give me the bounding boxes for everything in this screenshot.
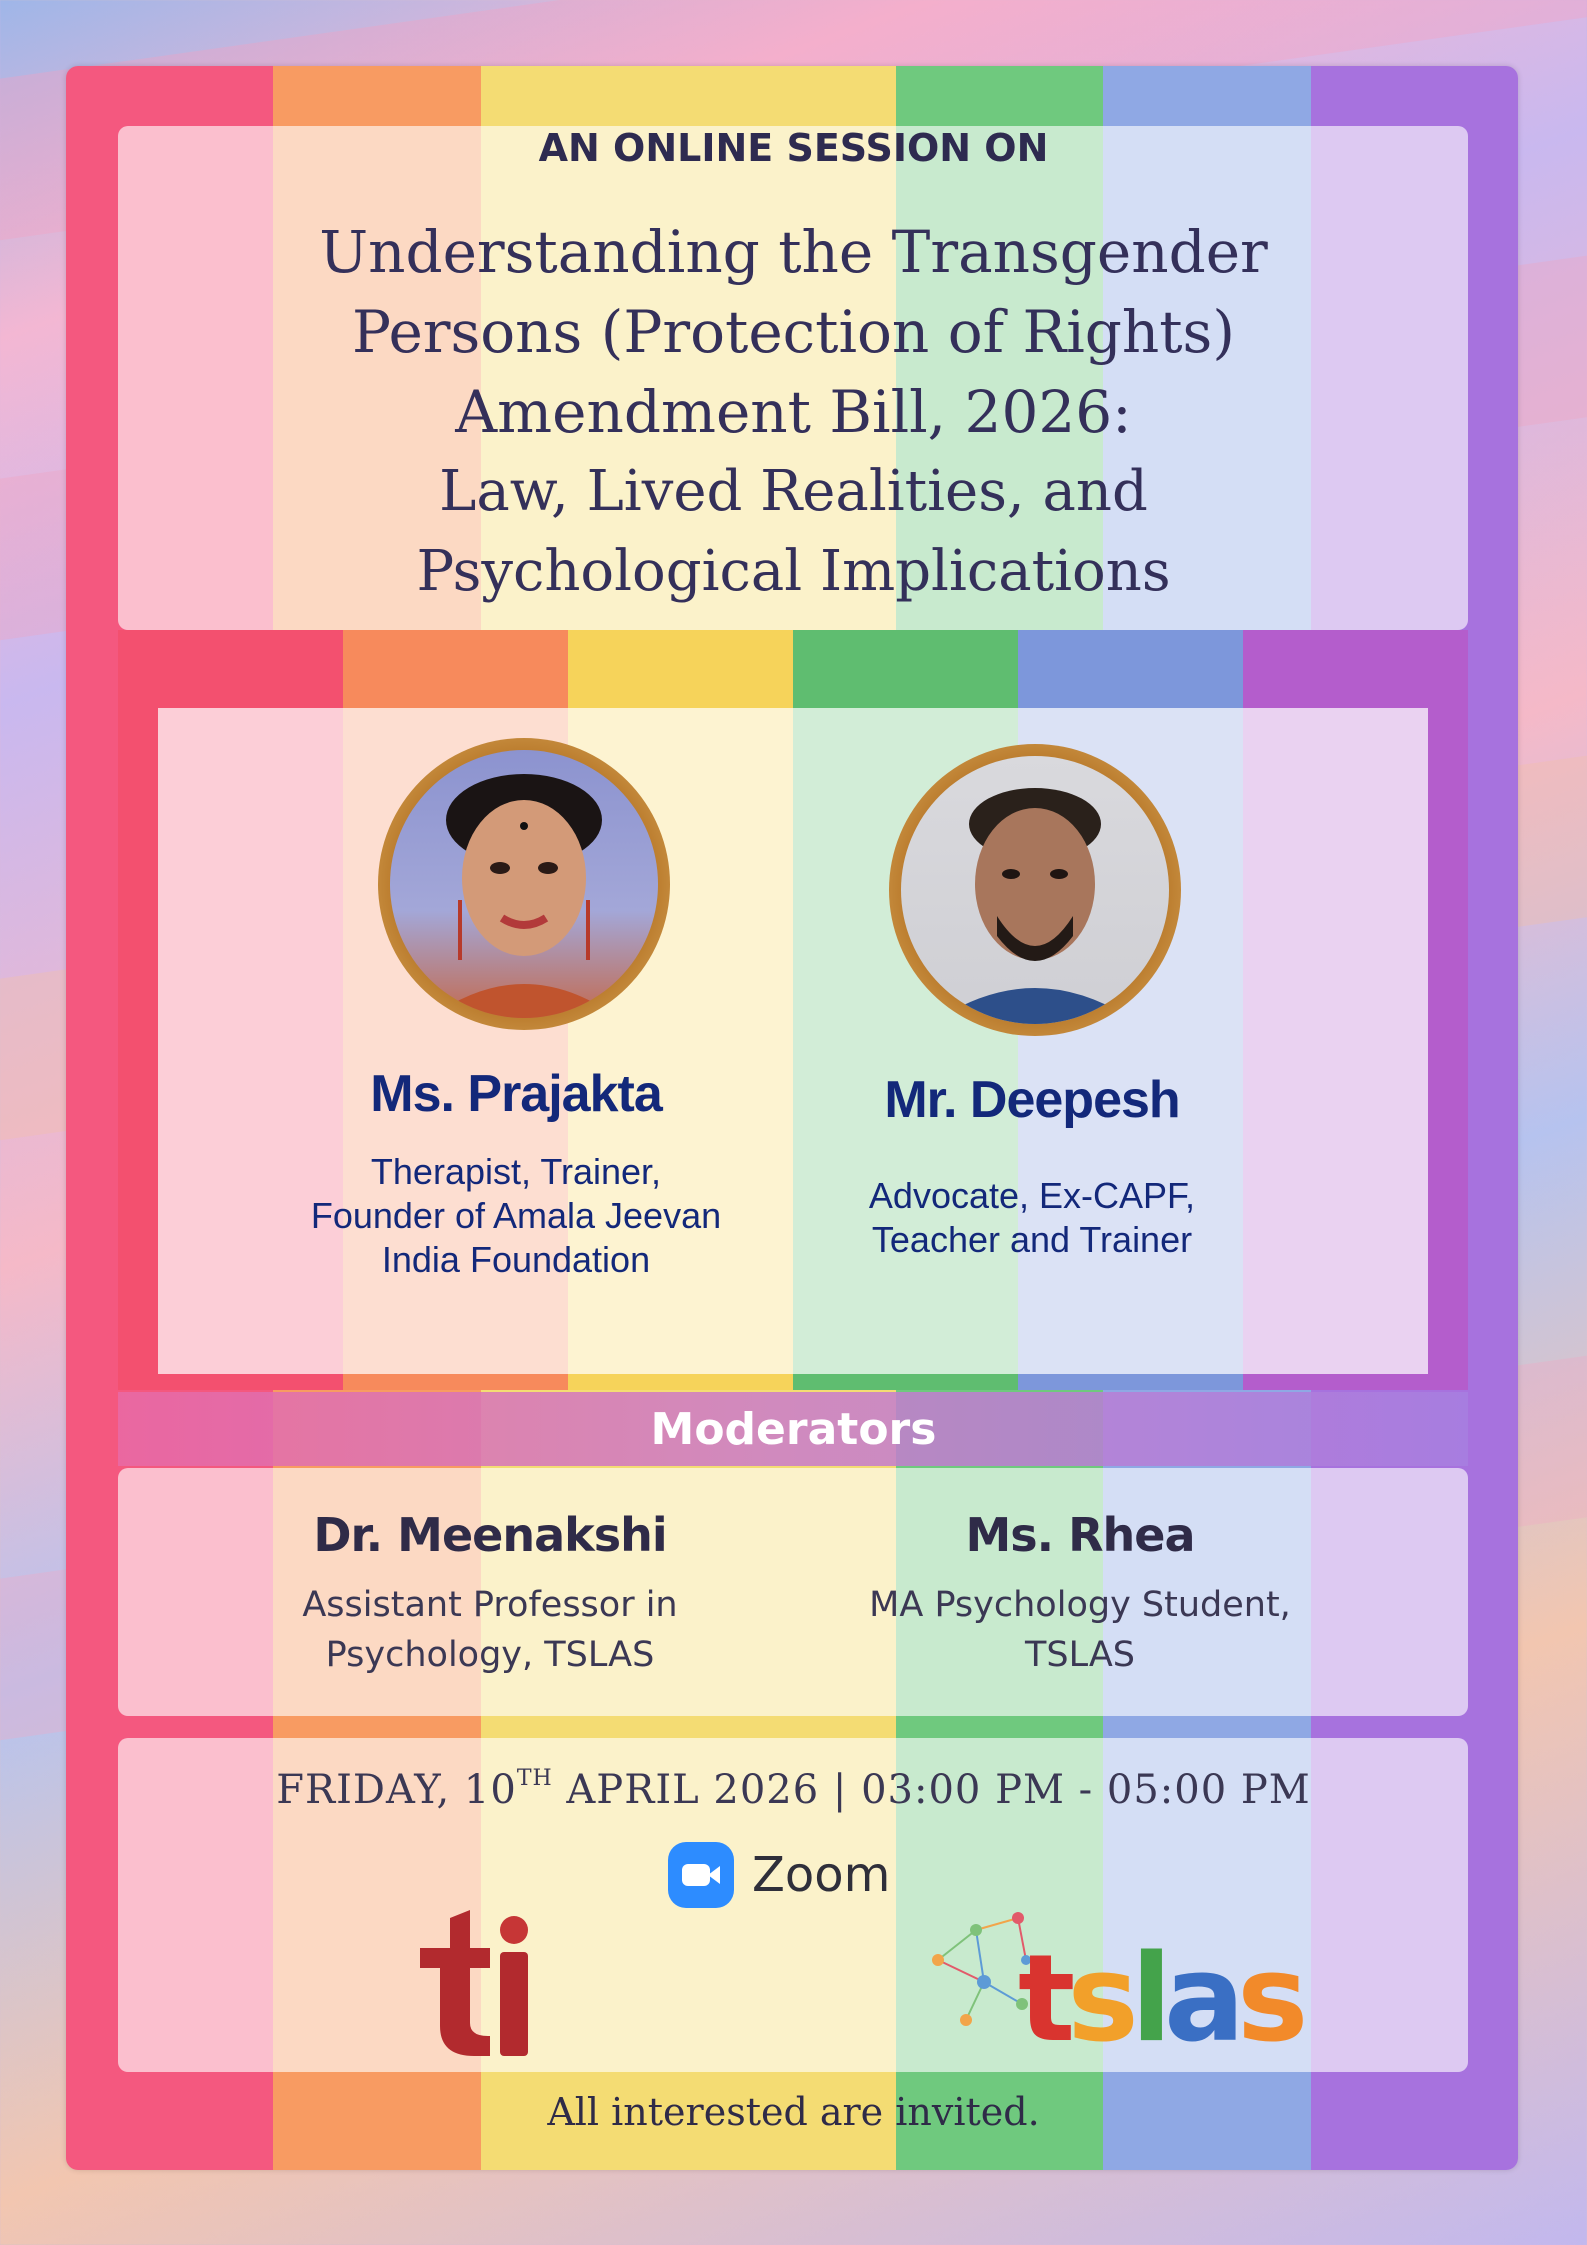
moderators-heading: Moderators — [650, 1404, 937, 1455]
session-kicker: AN ONLINE SESSION ON — [538, 126, 1049, 170]
invite-line: All interested are invited. — [547, 2090, 1040, 2134]
title-line: Law, Lived Realities, and — [439, 459, 1148, 524]
speaker-role-line: Teacher and Trainer — [871, 1219, 1193, 1260]
network-dots-icon — [932, 1912, 1031, 2026]
speaker-role-line: Advocate, Ex-CAPF, — [868, 1175, 1196, 1216]
moderator-role-line: TSLAS — [1024, 1635, 1136, 1675]
zoom-platform — [668, 1840, 890, 1910]
speaker-role-line: Founder of Amala Jeevan — [310, 1195, 722, 1236]
speaker-card-prajakta — [256, 1064, 776, 1282]
speaker-role — [256, 1150, 776, 1282]
title-line: Persons (Protection of Rights) — [352, 298, 1235, 366]
moderator-name: Dr. Meenakshi — [313, 1508, 667, 1562]
platform-label: Zoom — [752, 1847, 891, 1903]
title-line: Amendment Bill, 2026: — [455, 378, 1132, 446]
moderator-card-meenakshi — [210, 1508, 770, 1680]
tslas-logo — [926, 1900, 1306, 2060]
moderator-role — [800, 1580, 1360, 1680]
moderator-card-rhea — [800, 1508, 1360, 1680]
event-date-time — [0, 1766, 1587, 1813]
title-line: Psychological Implications — [416, 539, 1171, 604]
event-day: FRIDAY, 10 — [276, 1767, 517, 1813]
zoom-icon — [668, 1842, 734, 1908]
svg-text:tslas: tslas — [1018, 1930, 1301, 2060]
ti-logo — [410, 1908, 530, 2058]
speaker-photo-prajakta — [378, 738, 670, 1030]
moderator-role-line: Psychology, TSLAS — [325, 1635, 655, 1675]
speaker-role-line: India Foundation — [381, 1239, 651, 1280]
event-day-suffix: TH — [516, 1766, 553, 1791]
speaker-name: Ms. Prajakta — [370, 1065, 662, 1123]
speaker-photo-deepesh — [889, 744, 1181, 1036]
moderator-role-line: MA Psychology Student, — [869, 1585, 1291, 1625]
person-portrait-icon — [901, 756, 1169, 1024]
speaker-role-line: Therapist, Trainer, — [370, 1151, 662, 1192]
event-date-rest: APRIL 2026 | 03:00 PM - 05:00 PM — [552, 1767, 1311, 1813]
moderator-role-line: Assistant Professor in — [302, 1585, 678, 1625]
moderator-name: Ms. Rhea — [965, 1508, 1195, 1562]
speaker-role — [772, 1174, 1292, 1262]
speaker-card-deepesh — [772, 1070, 1292, 1262]
moderator-role — [210, 1580, 770, 1680]
person-portrait-icon — [390, 750, 658, 1018]
title-line: Understanding the Transgender — [319, 218, 1268, 286]
session-title — [0, 212, 1587, 612]
speaker-name: Mr. Deepesh — [884, 1071, 1180, 1129]
